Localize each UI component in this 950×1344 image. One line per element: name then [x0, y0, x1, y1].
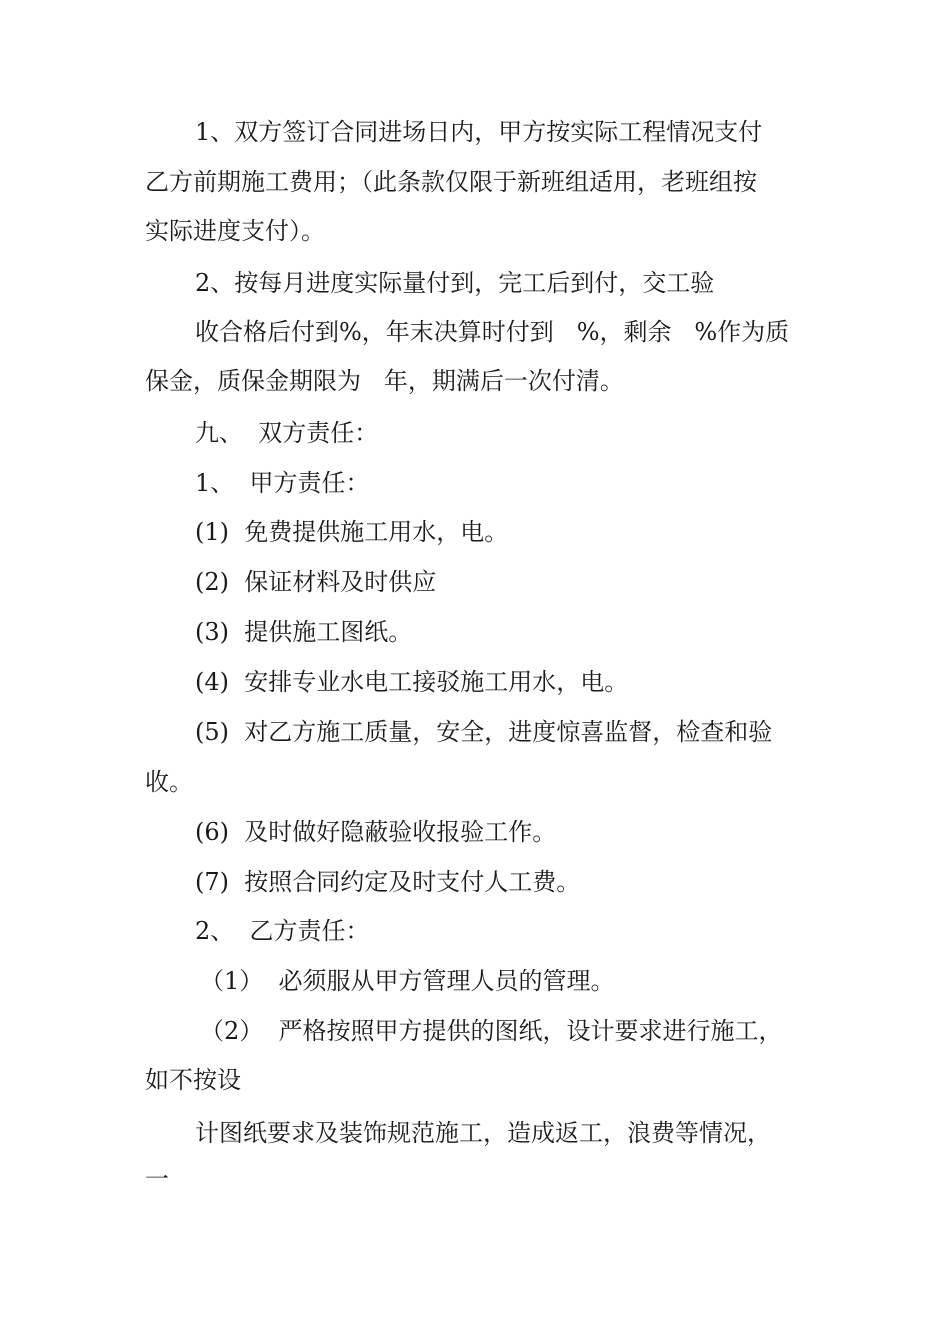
- list-item: (3) 提供施工图纸。: [195, 618, 413, 646]
- list-item: (1) 免费提供施工用水，电。: [195, 518, 509, 546]
- text-line-1: 1、双方签订合同进场日内，甲方按实际工程情况支付: [195, 118, 763, 146]
- subheading-party-a: 1、 甲方责任：: [195, 469, 370, 497]
- text-line-continuation: 收。: [145, 768, 193, 796]
- list-item: （1） 必须服从甲方管理人员的管理。: [200, 967, 615, 995]
- text-line-2: 乙方前期施工费用；（此条款仅限于新班组适用，老班组按: [145, 168, 757, 196]
- text-line-continuation: 如不按设: [145, 1066, 241, 1094]
- text-line-continuation: 一: [145, 1165, 169, 1193]
- list-item: (6) 及时做好隐蔽验收报验工作。: [195, 818, 557, 846]
- subheading-party-b: 2、 乙方责任：: [195, 917, 370, 945]
- text-line: 计图纸要求及装饰规范施工，造成返工，浪费等情况，: [195, 1119, 771, 1147]
- text-line-6: 保金，质保金期限为 年，期满后一次付清。: [145, 367, 624, 395]
- list-item: (5) 对乙方施工质量，安全，进度惊喜监督，检查和验: [195, 718, 773, 746]
- list-item: (2) 保证材料及时供应: [195, 568, 437, 596]
- list-item: (4) 安排专业水电工接驳施工用水，电。: [195, 668, 629, 696]
- list-item: （2） 严格按照甲方提供的图纸，设计要求进行施工，: [200, 1017, 783, 1045]
- section-heading-9: 九、 双方责任：: [195, 419, 379, 447]
- list-item: (7) 按照合同约定及时支付人工费。: [195, 868, 581, 896]
- text-line-4: 2、按每月进度实际量付到，完工后到付，交工验: [195, 269, 715, 297]
- text-line-3: 实际进度支付）。: [145, 217, 325, 245]
- text-line-5: 收合格后付到%，年末决算时付到 %，剩余 %作为质: [195, 318, 790, 346]
